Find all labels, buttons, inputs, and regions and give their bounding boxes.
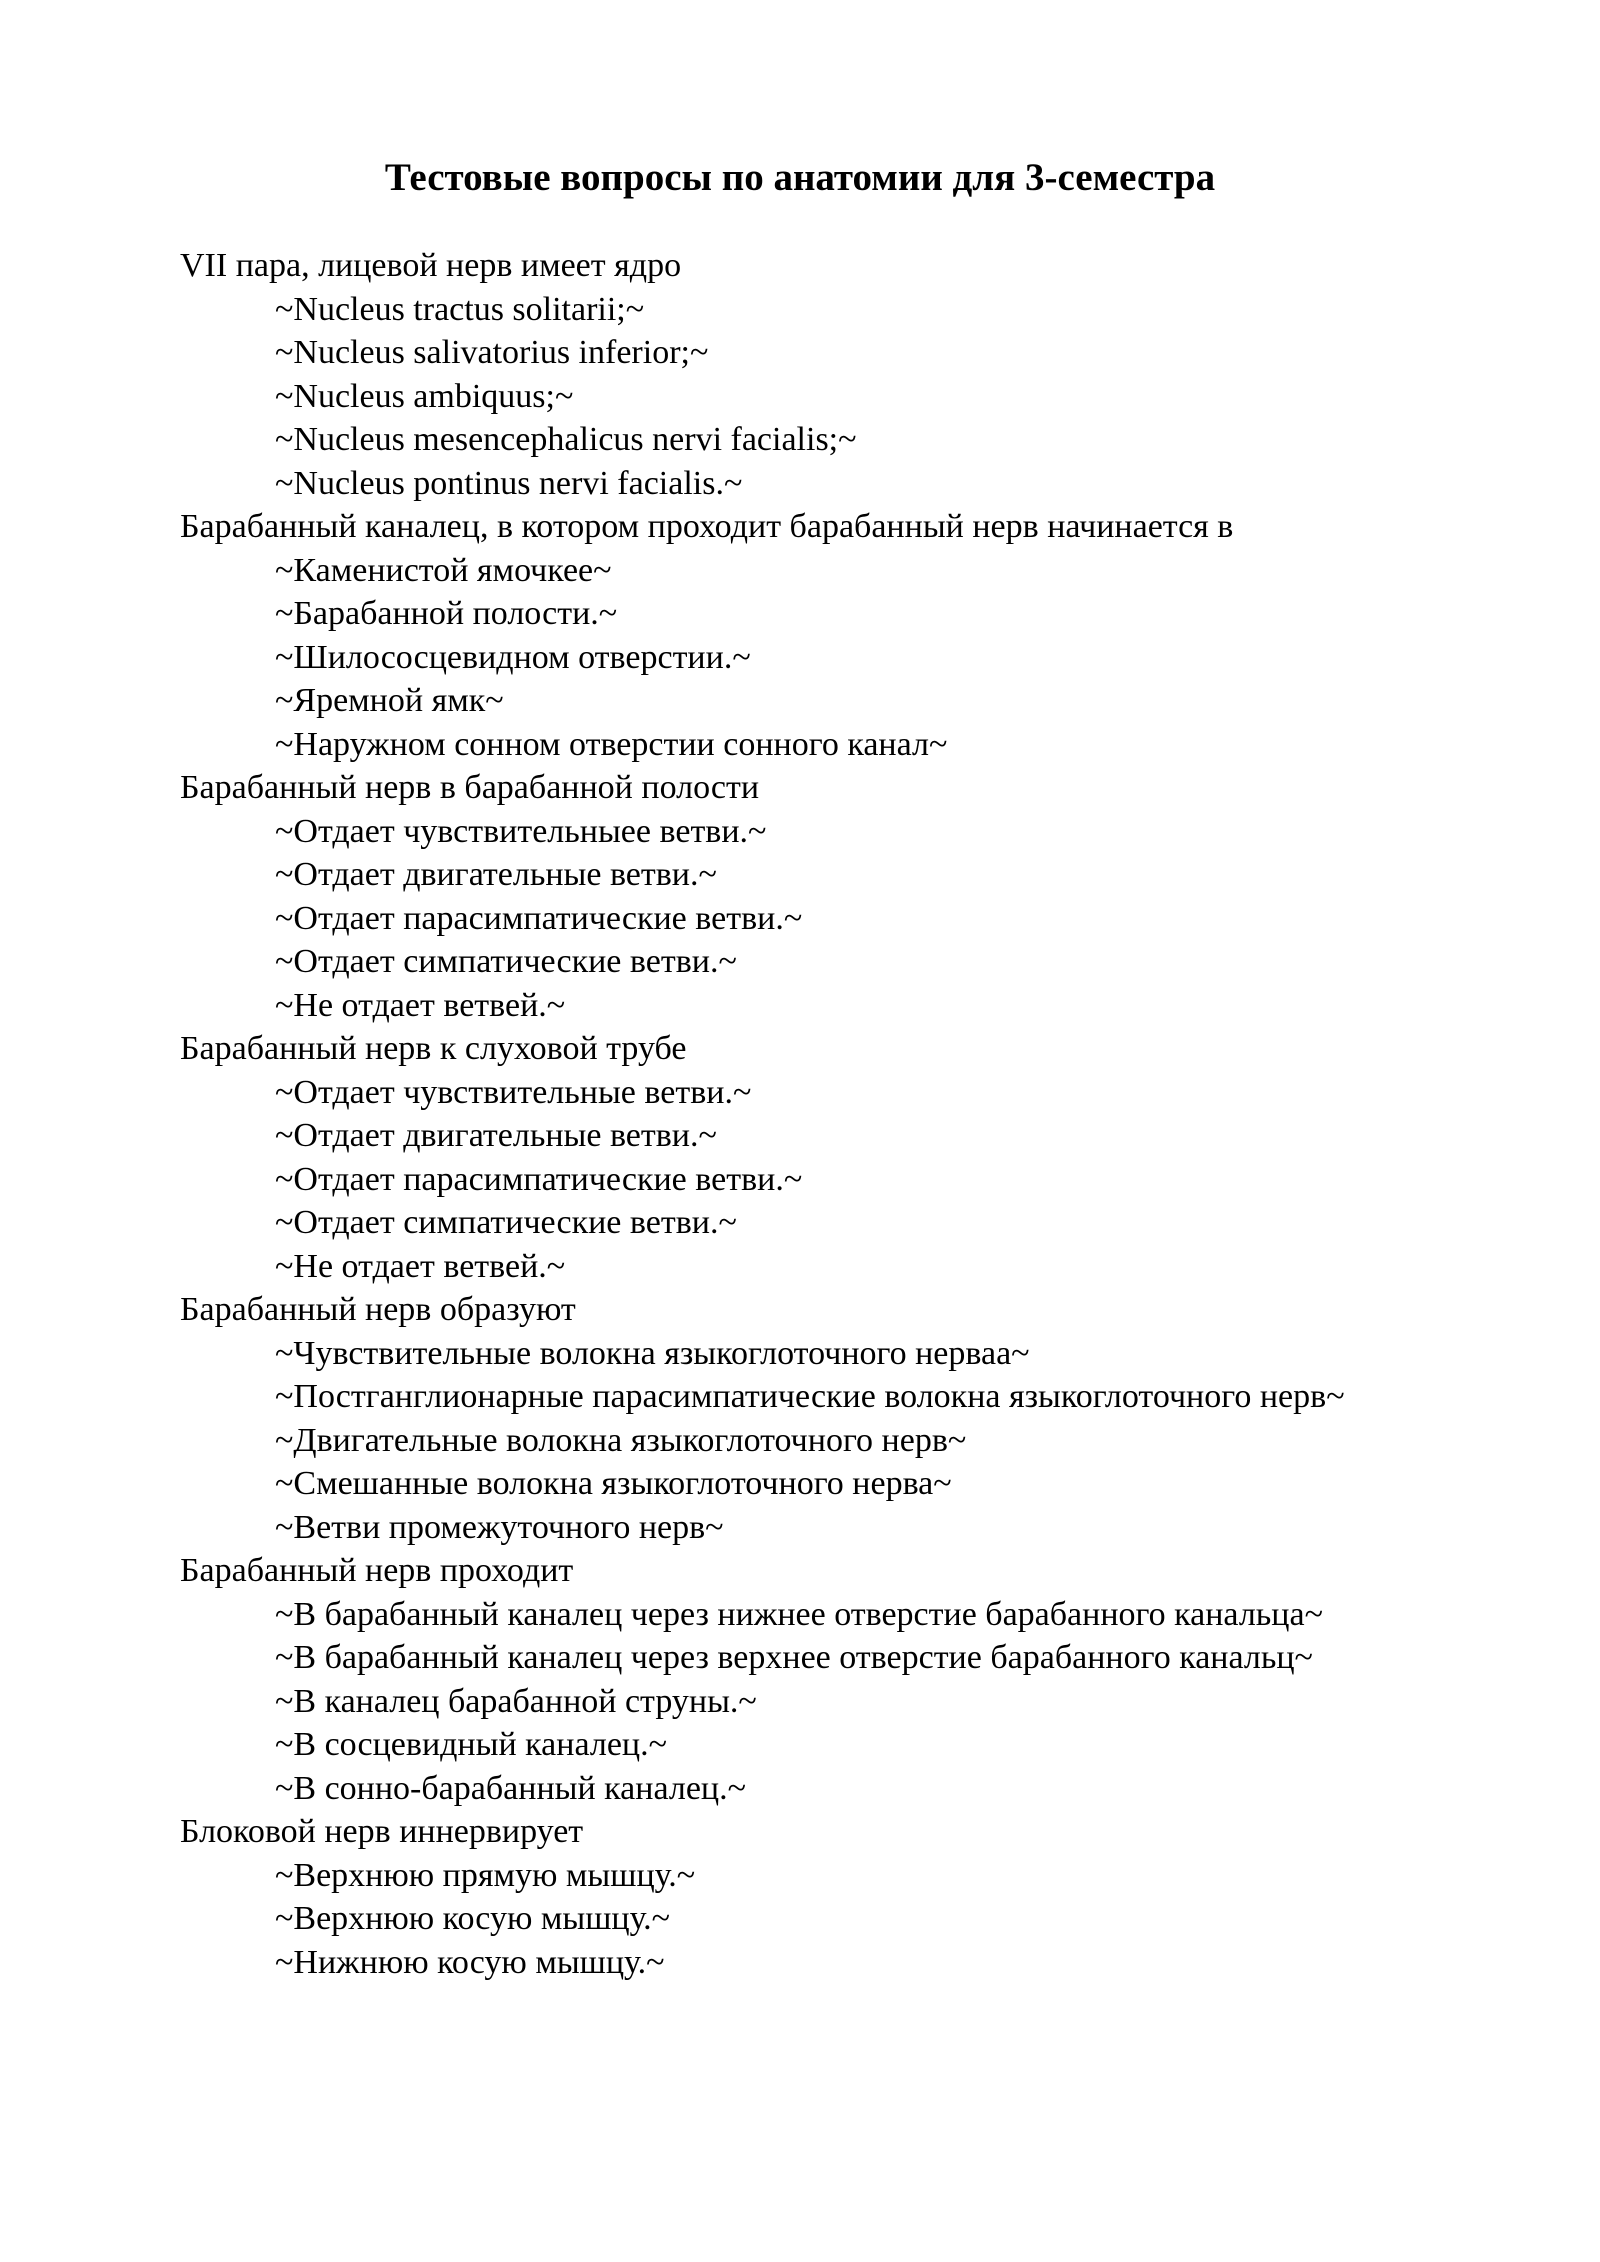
answer-option: ~В каналец барабанной струны.~ bbox=[275, 1682, 757, 1720]
answer-option: ~Не отдает ветвей.~ bbox=[275, 1247, 566, 1285]
answer-option: ~В барабанный каналец через верхнее отверстие барабанного канальц~ bbox=[275, 1639, 1313, 1676]
question-text: Барабанный нерв образуют bbox=[180, 1291, 576, 1328]
question-text: VII пара, лицевой нерв имеет ядро bbox=[180, 247, 682, 284]
answer-option: ~Nucleus salivatorius inferior;~ bbox=[275, 334, 709, 371]
question-item bbox=[180, 1549, 1420, 1810]
question-text: Барабанный каналец, в котором проходит барабанный нерв начинается в bbox=[180, 508, 1234, 545]
answer-option: ~Верхнюю косую мышцу.~ bbox=[275, 1900, 671, 1937]
question-text: Барабанный нерв в барабанной полости bbox=[180, 769, 760, 806]
answer-option: ~Ветви промежуточного нерв~ bbox=[275, 1508, 724, 1546]
question-text: Барабанный нерв к слуховой трубе bbox=[180, 1030, 687, 1067]
answer-option: ~Верхнюю прямую мышцу.~ bbox=[275, 1856, 696, 1894]
answer-option: ~Не отдает ветвей.~ bbox=[275, 986, 566, 1024]
answer-option: ~Барабанной полости.~ bbox=[275, 595, 618, 632]
answer-option: ~Яремной ямк~ bbox=[275, 682, 504, 719]
answer-option: ~В сосцевидный каналец.~ bbox=[275, 1726, 667, 1763]
answer-option: ~Шилососцевидном отверстии.~ bbox=[275, 638, 751, 676]
answer-option: ~Отдает чувствительные ветви.~ bbox=[275, 1073, 752, 1111]
answer-option: ~Отдает двигательные ветви.~ bbox=[275, 856, 717, 893]
answer-option: ~Nucleus pontinus nervi facialis.~ bbox=[275, 464, 743, 502]
answer-option: ~Отдает симпатические ветви.~ bbox=[275, 1204, 737, 1241]
question-item bbox=[180, 244, 1420, 505]
answer-option: ~Nucleus ambiquus;~ bbox=[275, 377, 574, 415]
answer-option: ~Отдает чувствительныее ветви.~ bbox=[275, 812, 767, 850]
answer-option: ~Nucleus tractus solitarii;~ bbox=[275, 290, 645, 328]
answer-option: ~Каменистой ямочкее~ bbox=[275, 551, 612, 589]
document-title: Тестовые вопросы по анатомии для 3-семестра bbox=[384, 156, 1216, 199]
answer-option: ~Двигательные волокна языкоглоточного нерв~ bbox=[275, 1421, 967, 1459]
answer-option: ~Нижнюю косую мышцу.~ bbox=[275, 1943, 665, 1981]
answer-option: ~Отдает парасимпатические ветви.~ bbox=[275, 899, 803, 937]
answer-option: ~В сонно-барабанный каналец.~ bbox=[275, 1769, 747, 1807]
answer-option: ~Отдает симпатические ветви.~ bbox=[275, 943, 737, 980]
question-item bbox=[180, 505, 1420, 766]
question-text: Барабанный нерв проходит bbox=[180, 1552, 574, 1589]
question-item bbox=[180, 1288, 1420, 1549]
answer-option: ~В барабанный каналец через нижнее отверстие барабанного канальца~ bbox=[275, 1595, 1323, 1633]
answer-option: ~Смешанные волокна языкоглоточного нерва~ bbox=[275, 1465, 952, 1502]
answer-option: ~Отдает парасимпатические ветви.~ bbox=[275, 1160, 803, 1198]
answer-option: ~Постганглионарные парасимпатические волокна языкоглоточного нерв~ bbox=[275, 1378, 1345, 1415]
answer-option: ~Отдает двигательные ветви.~ bbox=[275, 1117, 717, 1154]
question-item bbox=[180, 766, 1420, 1027]
question-item bbox=[180, 1027, 1420, 1288]
answer-option: ~Чувствительные волокна языкоглоточного нерваа~ bbox=[275, 1334, 1030, 1372]
answer-option: ~Nucleus mesencephalicus nervi facialis;~ bbox=[275, 421, 857, 458]
question-item bbox=[180, 1810, 1420, 1984]
answer-option: ~Наружном сонном отверстии сонного канал~ bbox=[275, 725, 948, 763]
question-text: Блоковой нерв иннервирует bbox=[180, 1813, 584, 1850]
question-list bbox=[180, 244, 1420, 1984]
